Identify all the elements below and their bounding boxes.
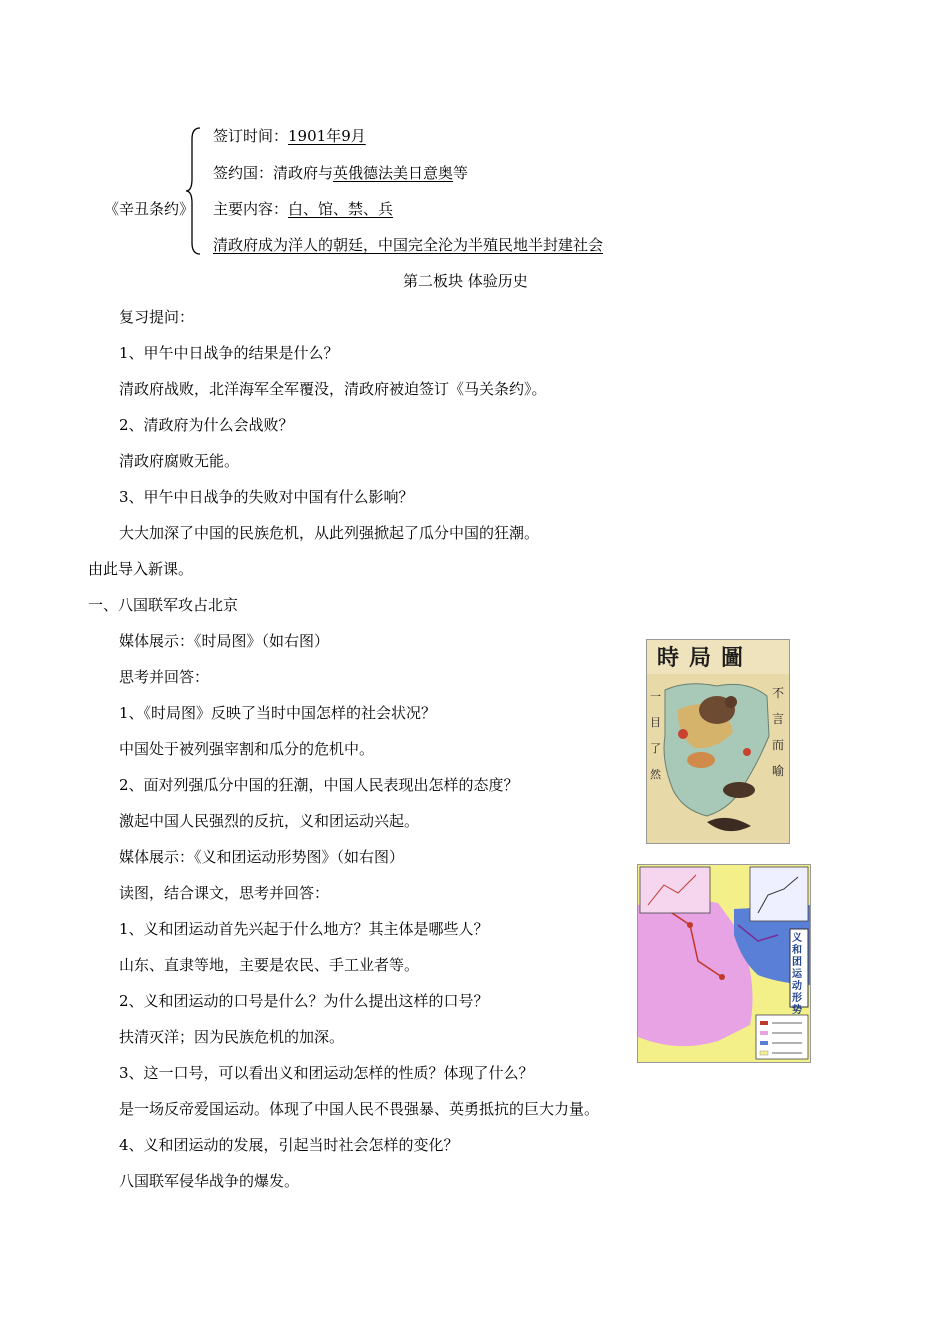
text-line: 2、清政府为什么会战败？	[119, 416, 294, 434]
boxer-movement-map-figure	[637, 864, 811, 1063]
text-line: 2、义和团运动的口号是什么？为什么提出这样的口号？	[119, 992, 489, 1010]
text-line: 3、甲午中日战争的失败对中国有什么影响？	[119, 488, 414, 506]
text-line: 思考并回答：	[119, 668, 210, 686]
treaty-countries-value: 英俄德法美日意奥	[333, 164, 454, 182]
treaty-content-value: 白、馆、禁、兵	[288, 200, 394, 218]
treaty-content-label: 主要内容：	[213, 200, 289, 218]
treaty-countries-suffix: 等	[453, 164, 469, 182]
boxer-movement-map-illustration	[638, 865, 810, 1062]
treaty-countries-row	[213, 164, 468, 182]
treaty-time-label: 签订时间：	[213, 127, 289, 145]
text-line: 媒体展示：《义和团运动形势图》（如右图）	[119, 848, 405, 866]
text-line: 媒体展示：《时局图》（如右图）	[119, 632, 330, 650]
shiju-map-right-caption: 不言而喻	[772, 686, 785, 778]
text-line: 2、面对列强瓜分中国的狂潮，中国人民表现出怎样的态度？	[119, 776, 519, 794]
text-line: 3、这一口号，可以看出义和团运动怎样的性质？体现了什么？	[119, 1064, 534, 1082]
section-title: 第二板块 体验历史	[403, 272, 528, 290]
heading-section-one: 一、八国联军攻占北京	[88, 596, 239, 614]
text-line: 激起中国人民强烈的反抗，义和团运动兴起。	[119, 812, 420, 830]
text-line: 扶清灭洋；因为民族危机的加深。	[119, 1028, 345, 1046]
text-line: 清政府战败，北洋海军全军覆没，清政府被迫签订《马关条约》。	[119, 380, 547, 398]
shiju-map-figure	[646, 639, 790, 844]
treaty-time-row	[213, 127, 366, 145]
shiju-map-title: 時局圖	[657, 645, 754, 671]
text-line: 山东、直隶等地，主要是农民、手工业者等。	[119, 956, 420, 974]
brace-symbol	[185, 127, 201, 255]
text-line: 清政府腐败无能。	[119, 452, 240, 470]
text-line: 复习提问：	[119, 308, 195, 326]
treaty-time-value: 1901年9月	[288, 127, 366, 145]
treaty-content-row	[213, 200, 393, 218]
text-line: 读图，结合课文，思考并回答：	[119, 884, 330, 902]
text-line: 1、《时局图》反映了当时中国怎样的社会状况？	[119, 704, 437, 722]
text-line: 是一场反帝爱国运动。体现了中国人民不畏强暴、英勇抵抗的巨大力量。	[119, 1100, 600, 1118]
text-line: 1、义和团运动首先兴起于什么地方？其主体是哪些人？	[119, 920, 489, 938]
text-line: 八国联军侵华战争的爆发。	[119, 1172, 300, 1190]
boxer-map-side-label: 义和团运动形势	[792, 933, 802, 1016]
text-line: 1、甲午中日战争的结果是什么？	[119, 344, 339, 362]
text-line: 中国处于被列强宰割和瓜分的危机中。	[119, 740, 375, 758]
treaty-impact: 清政府成为洋人的朝廷，中国完全沦为半殖民地半封建社会	[213, 236, 604, 254]
treaty-name: 《辛丑条约》	[104, 200, 195, 218]
treaty-countries-label: 签约国：清政府与	[213, 164, 334, 182]
shiju-map-left-caption: 一目了然	[650, 690, 661, 781]
text-line: 由此导入新课。	[88, 560, 194, 578]
text-line: 大大加深了中国的民族危机，从此列强掀起了瓜分中国的狂潮。	[119, 524, 540, 542]
text-line: 4、义和团运动的发展，引起当时社会怎样的变化？	[119, 1136, 459, 1154]
